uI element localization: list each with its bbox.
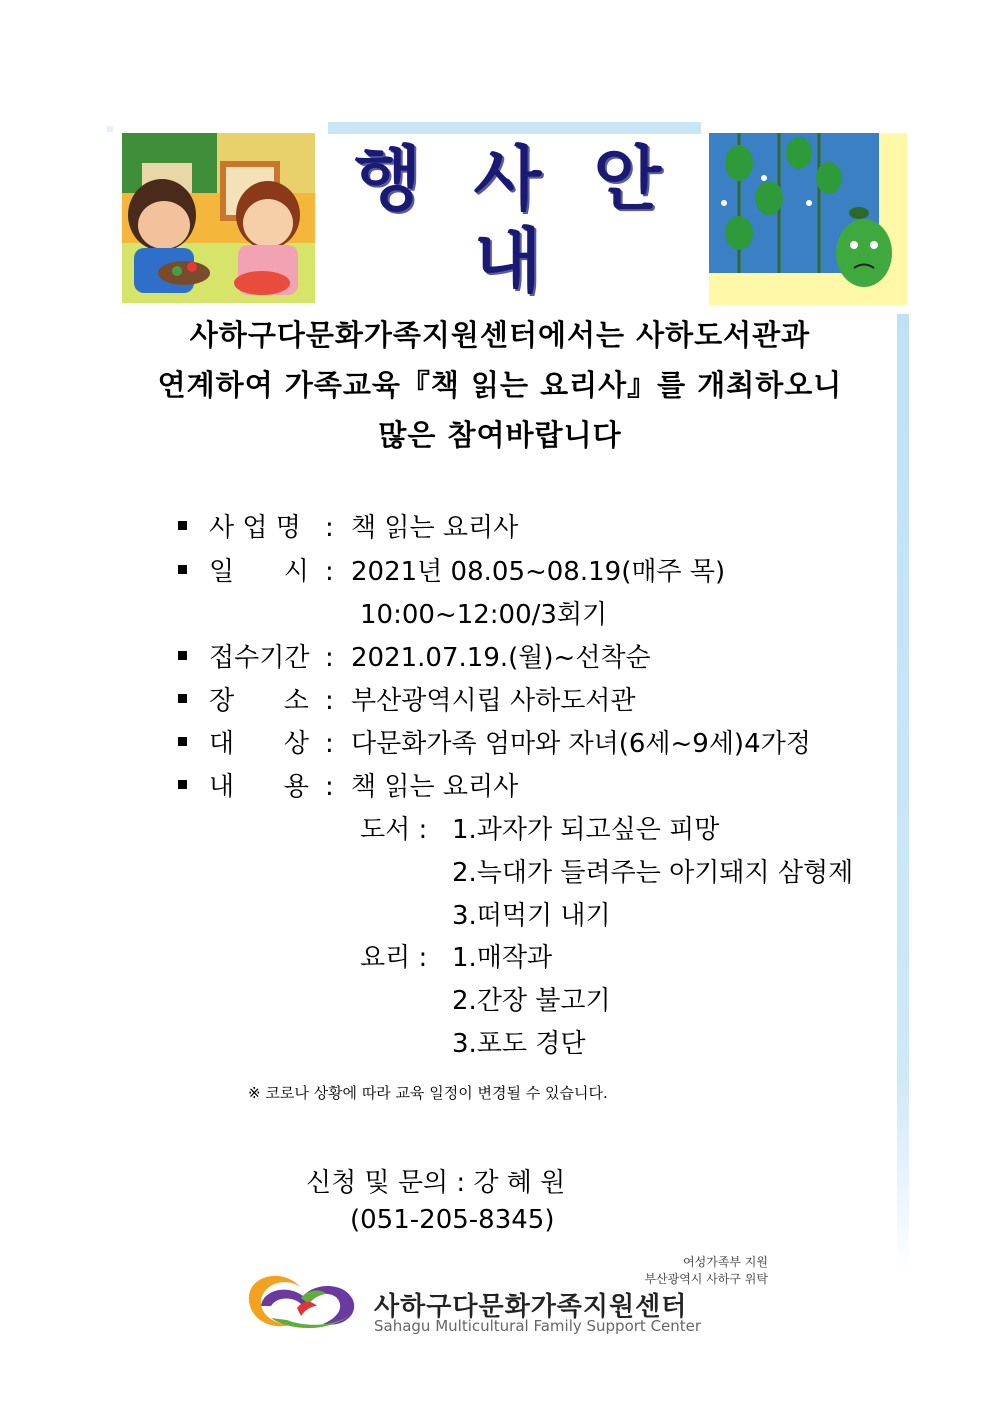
cooking-item: 1.매작과 — [452, 943, 553, 973]
book-item: 1.과자가 되고싶은 피망 — [452, 815, 720, 845]
books-label: 도서 : — [360, 815, 428, 845]
page-title: 행 사 안 내 — [353, 138, 676, 302]
org-name: 사하구다문화가족지원센터 — [374, 1292, 688, 1322]
info-label: 장 소 — [209, 686, 309, 716]
covid-notice: ※ 코로나 상황에 따라 교육 일정이 변경될 수 있습니다. — [248, 1084, 608, 1102]
info-label: 사 업 명 — [209, 513, 301, 543]
cooking-item: 2.간장 불고기 — [452, 986, 611, 1016]
info-value: 다문화가족 엄마와 자녀(6세~9세)4가정 — [351, 729, 811, 759]
bullet-icon — [178, 565, 187, 574]
org-logo-icon — [241, 1266, 365, 1332]
org-name-english: Sahagu Multicultural Family Support Center — [374, 1317, 702, 1335]
info-value: 책 읽는 요리사 — [351, 513, 519, 543]
info-value: 책 읽는 요리사 — [351, 772, 519, 802]
contact-phone: (051-205-8345) — [350, 1205, 555, 1235]
info-row-content: 내 용 : 책 읽는 요리사 — [178, 770, 518, 804]
bullet-icon — [178, 521, 187, 530]
bullet-icon — [178, 651, 187, 660]
info-label: 일 시 — [209, 557, 309, 587]
cooking-children-illustration — [122, 133, 315, 303]
frame-strip-right — [897, 314, 909, 1274]
pepper-illustration — [709, 133, 907, 305]
cooking-label: 요리 : — [360, 943, 428, 973]
info-label: 대 상 — [209, 729, 309, 759]
bullet-icon — [178, 694, 187, 703]
info-value: 2021년 08.05~08.19(매주 목) — [351, 557, 726, 587]
frame-corner — [107, 126, 113, 132]
bullet-icon — [178, 737, 187, 746]
info-label: 내 용 — [209, 772, 309, 802]
info-label: 접수기간 — [209, 643, 310, 673]
info-value: 부산광역시립 사하도서관 — [351, 686, 636, 716]
info-row-registration: 접수기간 : 2021.07.19.(월)~선착순 — [178, 641, 651, 675]
book-item: 2.늑대가 들려주는 아기돼지 삼형제 — [452, 858, 854, 888]
frame-strip-top — [328, 122, 701, 134]
info-date-time: 10:00~12:00/3회기 — [360, 600, 608, 630]
info-row-place: 장 소 : 부산광역시립 사하도서관 — [178, 684, 636, 718]
info-row-date: 일 시 : 2021년 08.05~08.19(매주 목) — [178, 555, 725, 589]
cooking-item: 3.포도 경단 — [452, 1029, 586, 1059]
info-value: 2021.07.19.(월)~선착순 — [351, 643, 651, 673]
contact-line: 신청 및 문의 : 강 혜 원 — [306, 1168, 566, 1198]
intro-line-1: 사하구다문화가족지원센터에서는 사하도서관과 — [189, 318, 811, 352]
book-item: 3.떠먹기 내기 — [452, 901, 611, 931]
info-row-program: 사 업 명 : 책 읽는 요리사 — [178, 511, 518, 545]
intro-line-2: 연계하여 가족교육『책 읽는 요리사』를 개최하오니 — [157, 368, 843, 402]
org-support-text: 여성가족부 지원 — [683, 1255, 768, 1269]
bullet-icon — [178, 780, 187, 789]
info-row-target: 대 상 : 다문화가족 엄마와 자녀(6세~9세)4가정 — [178, 727, 811, 761]
intro-line-3: 많은 참여바랍니다 — [378, 418, 622, 452]
org-commission-text: 부산광역시 사하구 위탁 — [644, 1272, 768, 1286]
